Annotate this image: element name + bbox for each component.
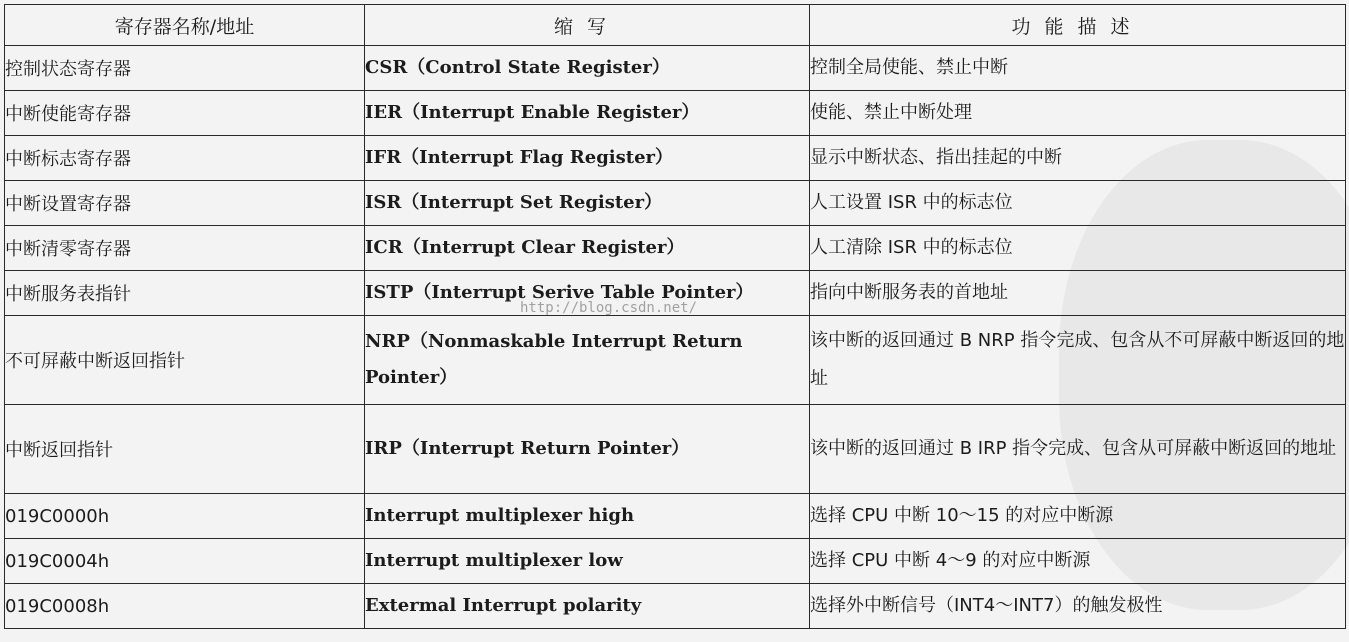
- cell-name: 019C0000h: [5, 494, 365, 539]
- header-abbr: 缩写: [365, 5, 810, 46]
- cell-name: 中断服务表指针: [5, 271, 365, 316]
- cell-abbr: ICR（Interrupt Clear Register）: [365, 226, 810, 271]
- cell-name: 019C0004h: [5, 539, 365, 584]
- table-row: [5, 136, 1346, 181]
- cell-desc: 使能、禁止中断处理: [810, 91, 1346, 136]
- cell-desc: 控制全局使能、禁止中断: [810, 46, 1346, 91]
- cell-name: 中断设置寄存器: [5, 181, 365, 226]
- cell-name: 中断清零寄存器: [5, 226, 365, 271]
- cell-desc: 该中断的返回通过 B NRP 指令完成、包含从不可屏蔽中断返回的地址: [810, 316, 1346, 405]
- watermark-url: http://blog.csdn.net/: [520, 300, 698, 316]
- cell-desc: 选择 CPU 中断 10～15 的对应中断源: [810, 494, 1346, 539]
- table-row: [5, 181, 1346, 226]
- table-row: [5, 91, 1346, 136]
- cell-abbr: ISTP（Interrupt Serive Table Pointer）: [365, 271, 810, 316]
- cell-abbr: Extermal Interrupt polarity: [365, 584, 810, 629]
- cell-desc: 显示中断状态、指出挂起的中断: [810, 136, 1346, 181]
- table-row: [5, 271, 1346, 316]
- cell-abbr: NRP（Nonmaskable Interrupt Return Pointer）: [365, 316, 810, 405]
- cell-name: 不可屏蔽中断返回指针: [5, 316, 365, 405]
- table-row: [5, 494, 1346, 539]
- cell-abbr: Interrupt multiplexer low: [365, 539, 810, 584]
- cell-abbr: Interrupt multiplexer high: [365, 494, 810, 539]
- table-row: [5, 539, 1346, 584]
- header-name: 寄存器名称/地址: [5, 5, 365, 46]
- cell-abbr: ISR（Interrupt Set Register）: [365, 181, 810, 226]
- cell-name: 019C0008h: [5, 584, 365, 629]
- cell-desc: 选择外中断信号（INT4～INT7）的触发极性: [810, 584, 1346, 629]
- table-row: [5, 584, 1346, 629]
- cell-desc: 该中断的返回通过 B IRP 指令完成、包含从可屏蔽中断返回的地址: [810, 405, 1346, 494]
- register-table: [4, 4, 1346, 629]
- cell-name: 中断使能寄存器: [5, 91, 365, 136]
- cell-desc: 指向中断服务表的首地址: [810, 271, 1346, 316]
- table-row: [5, 226, 1346, 271]
- table-row: [5, 316, 1346, 405]
- table-body: [5, 46, 1346, 629]
- cell-abbr: IFR（Interrupt Flag Register）: [365, 136, 810, 181]
- table-row: [5, 46, 1346, 91]
- cell-desc: 人工设置 ISR 中的标志位: [810, 181, 1346, 226]
- header-desc: 功能描述: [810, 5, 1346, 46]
- cell-abbr: IRP（Interrupt Return Pointer）: [365, 405, 810, 494]
- table-header-row: [5, 5, 1346, 46]
- cell-abbr: CSR（Control State Register）: [365, 46, 810, 91]
- cell-abbr: IER（Interrupt Enable Register）: [365, 91, 810, 136]
- cell-name: 中断返回指针: [5, 405, 365, 494]
- cell-desc: 人工清除 ISR 中的标志位: [810, 226, 1346, 271]
- cell-name: 控制状态寄存器: [5, 46, 365, 91]
- cell-name: 中断标志寄存器: [5, 136, 365, 181]
- cell-desc: 选择 CPU 中断 4～9 的对应中断源: [810, 539, 1346, 584]
- table-row: [5, 405, 1346, 494]
